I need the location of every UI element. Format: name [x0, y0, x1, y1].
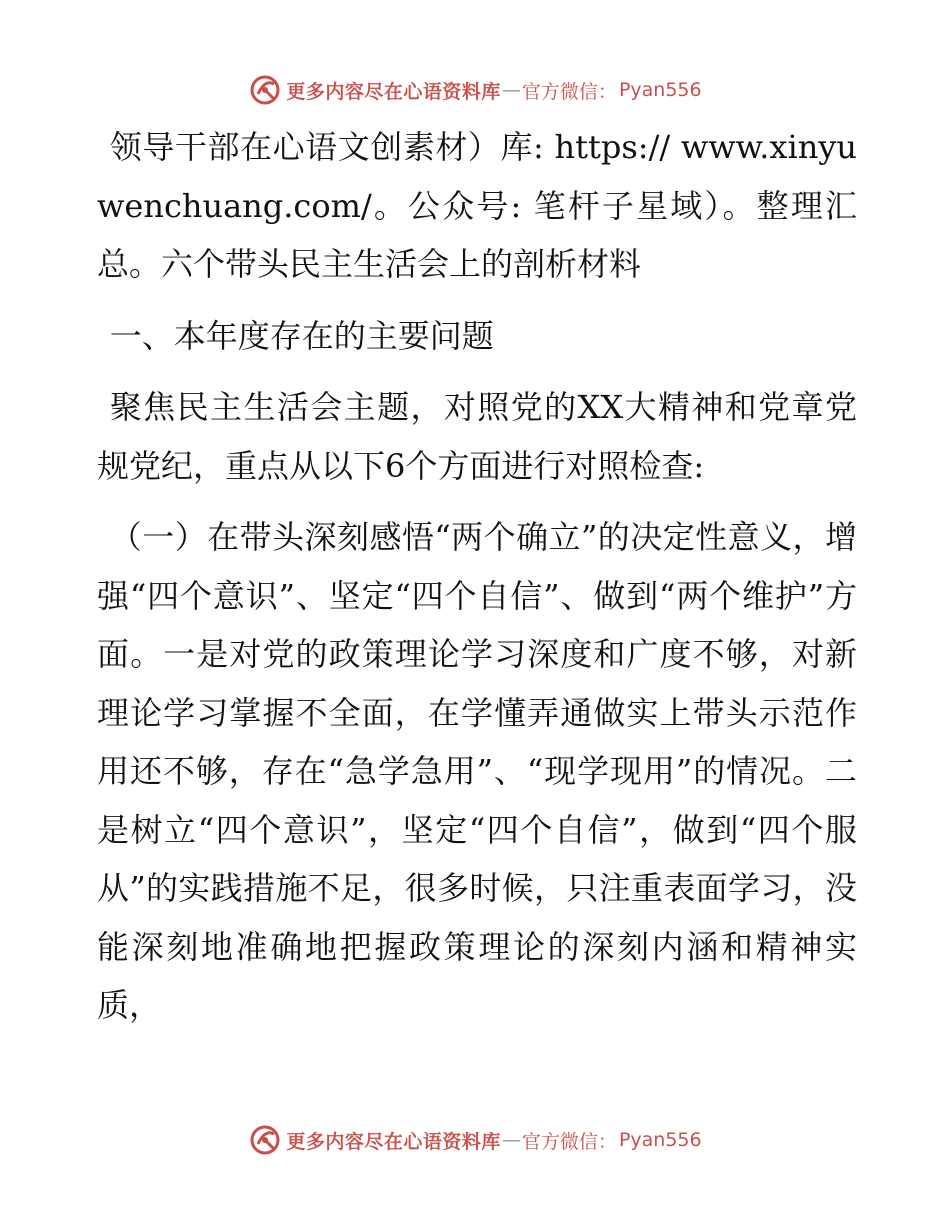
watermark-wechat-id: Pyan556 — [618, 1129, 702, 1151]
watermark-text: 更多内容尽在心语资料库 — [286, 1130, 501, 1153]
watermark-text: 更多内容尽在心语资料库 — [286, 80, 501, 103]
watermark-wechat-label: 官方微信： — [521, 1130, 617, 1153]
section-heading: 一、本年度存在的主要问题 — [109, 316, 494, 355]
logo-icon — [248, 1123, 282, 1157]
logo-icon — [248, 73, 282, 107]
body-paragraph: 聚焦民主生活会主题，对照党的XX大精神和党章党规党纪，重点从以下6个方面进行对照检查: — [97, 388, 857, 485]
footer-watermark — [0, 1120, 950, 1160]
intro-paragraph: 领导干部在心语文创素材）库: https:// www.xinyuwenchuang.com/。公众号: 笔杆子星域）。整理汇总。六个带头民主生活会上的剖析材料 — [97, 128, 857, 283]
watermark-wechat-label: 官方微信： — [521, 80, 617, 103]
header-watermark — [0, 70, 950, 110]
watermark-separator: — — [501, 1129, 521, 1151]
watermark-wechat-id: Pyan556 — [618, 79, 702, 101]
watermark-separator: — — [501, 79, 521, 101]
document-body — [97, 118, 857, 1048]
body-paragraph: （一）在带头深刻感悟“两个确立”的决定性意义，增强“四个意识”、坚定“四个自信”、做到“两个维护”方面。一是对党的政策理论学习深度和广度不够，对新理论学习掌握不全面，在学懂弄通做实上带头示范作用还不够，存在“急学急用”、“现学现用”的情况。二是树立“四个意识”，坚定“四个自信”，做到“四个服从”的实践措施不足，很多时候，只注重表面学习，没能深刻地准确地把握政策理论的深刻内涵和精神实质， — [97, 518, 857, 1024]
